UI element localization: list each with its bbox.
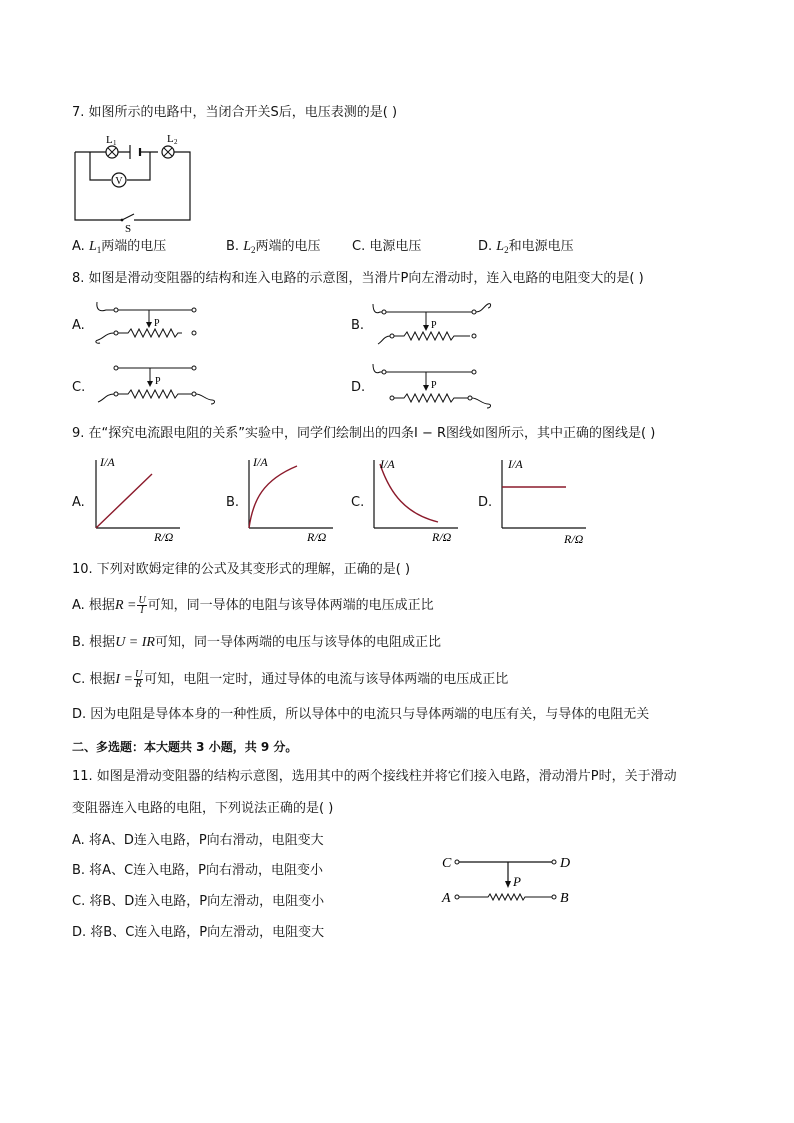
q9-graph-b	[241, 452, 341, 542]
lamp-l1-icon	[106, 146, 118, 158]
svg-text:R/Ω: R/Ω	[154, 530, 174, 544]
q9-option-b-label[interactable]: B.	[226, 495, 240, 510]
svg-text:I/A: I/A	[508, 457, 523, 471]
q8-stem: 8. 如图是滑动变阻器的结构和连入电路的示意图，当滑片P向左滑动时，连入电路的电阻变大的是( )	[72, 271, 644, 286]
svg-text:I/A: I/A	[380, 457, 395, 471]
q9-option-a-label[interactable]: A.	[72, 495, 85, 510]
svg-text:I/A: I/A	[253, 455, 268, 469]
svg-text:2: 2	[174, 138, 178, 146]
section-heading-multiple-choice: 二、多选题：本大题共 3 小题，共 9 分。	[72, 740, 298, 754]
q11-option-c[interactable]: C. 将B、D连入电路，P向左滑动，电阻变小	[72, 894, 325, 909]
svg-text:P: P	[431, 380, 437, 391]
q9-stem: 9. 在“探究电流跟电阻的关系”实验中，同学们绘制出的四条I − R图线如图所示，其中正确的图线是( )	[72, 426, 656, 441]
q11-option-d[interactable]: D. 将B、C连入电路，P向左滑动，电阻变大	[72, 925, 325, 940]
q10-option-d[interactable]: D. 因为电阻是导体本身的一种性质，所以导体中的电流只与导体两端的电压有关，与导体的电阻无关	[72, 707, 650, 722]
svg-text:R/Ω: R/Ω	[564, 532, 584, 546]
q10-option-b[interactable]: B. 根据U = IR可知，同一导体两端的电压与该导体的电阻成正比	[72, 635, 441, 650]
q11-option-b[interactable]: B. 将A、C连入电路，P向右滑动，电阻变小	[72, 863, 323, 878]
q7-circuit-diagram	[70, 128, 200, 235]
q9-option-d-label[interactable]: D.	[478, 495, 493, 510]
q9-graph-d	[494, 452, 594, 544]
q8-option-d-label[interactable]: D.	[351, 380, 366, 395]
svg-text:L: L	[167, 133, 174, 145]
svg-text:P: P	[154, 318, 160, 329]
q8-option-b-label[interactable]: B.	[351, 318, 365, 333]
q8-rheostat-a	[94, 300, 204, 350]
svg-text:A: A	[442, 891, 451, 906]
svg-text:V: V	[115, 176, 123, 187]
q9-graph-c	[366, 452, 466, 542]
q8-option-a-label[interactable]: A.	[72, 318, 85, 333]
svg-text:1: 1	[113, 139, 117, 147]
q7-option-d[interactable]: D. $L_2$和电源电压	[478, 239, 574, 255]
q8-rheostat-b	[370, 300, 495, 350]
q11-stem-line2: 变阻器连入电路的电阻，下列说法正确的是( )	[72, 801, 334, 816]
voltmeter-icon	[112, 173, 126, 187]
svg-text:P: P	[513, 874, 521, 889]
q9-graph-a	[88, 452, 188, 542]
svg-text:B: B	[560, 891, 569, 906]
q10-stem: 10. 下列对欧姆定律的公式及其变形式的理解，正确的是( )	[72, 562, 411, 577]
svg-text:R/Ω: R/Ω	[432, 530, 452, 544]
q7-option-b[interactable]: B. $L_2$两端的电压	[226, 239, 321, 255]
q7-stem: 7. 如图所示的电路中，当闭合开关S后，电压表测的是( )	[72, 105, 398, 120]
svg-text:C: C	[442, 856, 452, 871]
q9-option-c-label[interactable]: C.	[351, 495, 365, 510]
lamp-l2-icon	[162, 146, 174, 158]
q7-option-a[interactable]: A. $L_1$两端的电压	[72, 239, 167, 255]
q8-rheostat-d	[370, 362, 495, 412]
q10-option-c[interactable]: C. 根据I = $\frac{U}{R}$ 可知，电阻一定时，通过导体的电流与该导体两端的电压成正比	[72, 669, 509, 690]
battery-icon	[130, 145, 140, 159]
q11-option-a[interactable]: A. 将A、D连入电路，P向右滑动，电阻变大	[72, 833, 324, 848]
q7-option-c[interactable]: C. 电源电压	[352, 239, 422, 254]
q11-stem-line1: 11. 如图是滑动变阻器的结构示意图，选用其中的两个接线柱并将它们接入电路，滑动滑片P时，关于滑动	[72, 769, 677, 784]
svg-text:D: D	[560, 856, 571, 871]
q8-rheostat-c	[94, 360, 219, 410]
svg-text:R/Ω: R/Ω	[307, 530, 327, 544]
svg-text:P: P	[431, 320, 437, 331]
q10-option-a[interactable]: A. 根据R = $\frac{U}{I}$ 可知，同一导体的电阻与该导体两端的电压成正比	[72, 595, 434, 616]
switch-icon	[121, 214, 134, 221]
svg-text:P: P	[155, 376, 161, 387]
q8-option-c-label[interactable]: C.	[72, 380, 86, 395]
svg-text:S: S	[125, 223, 132, 235]
svg-text:I/A: I/A	[100, 455, 115, 469]
svg-text:L: L	[106, 134, 113, 146]
q11-rheostat-diagram	[438, 848, 578, 913]
